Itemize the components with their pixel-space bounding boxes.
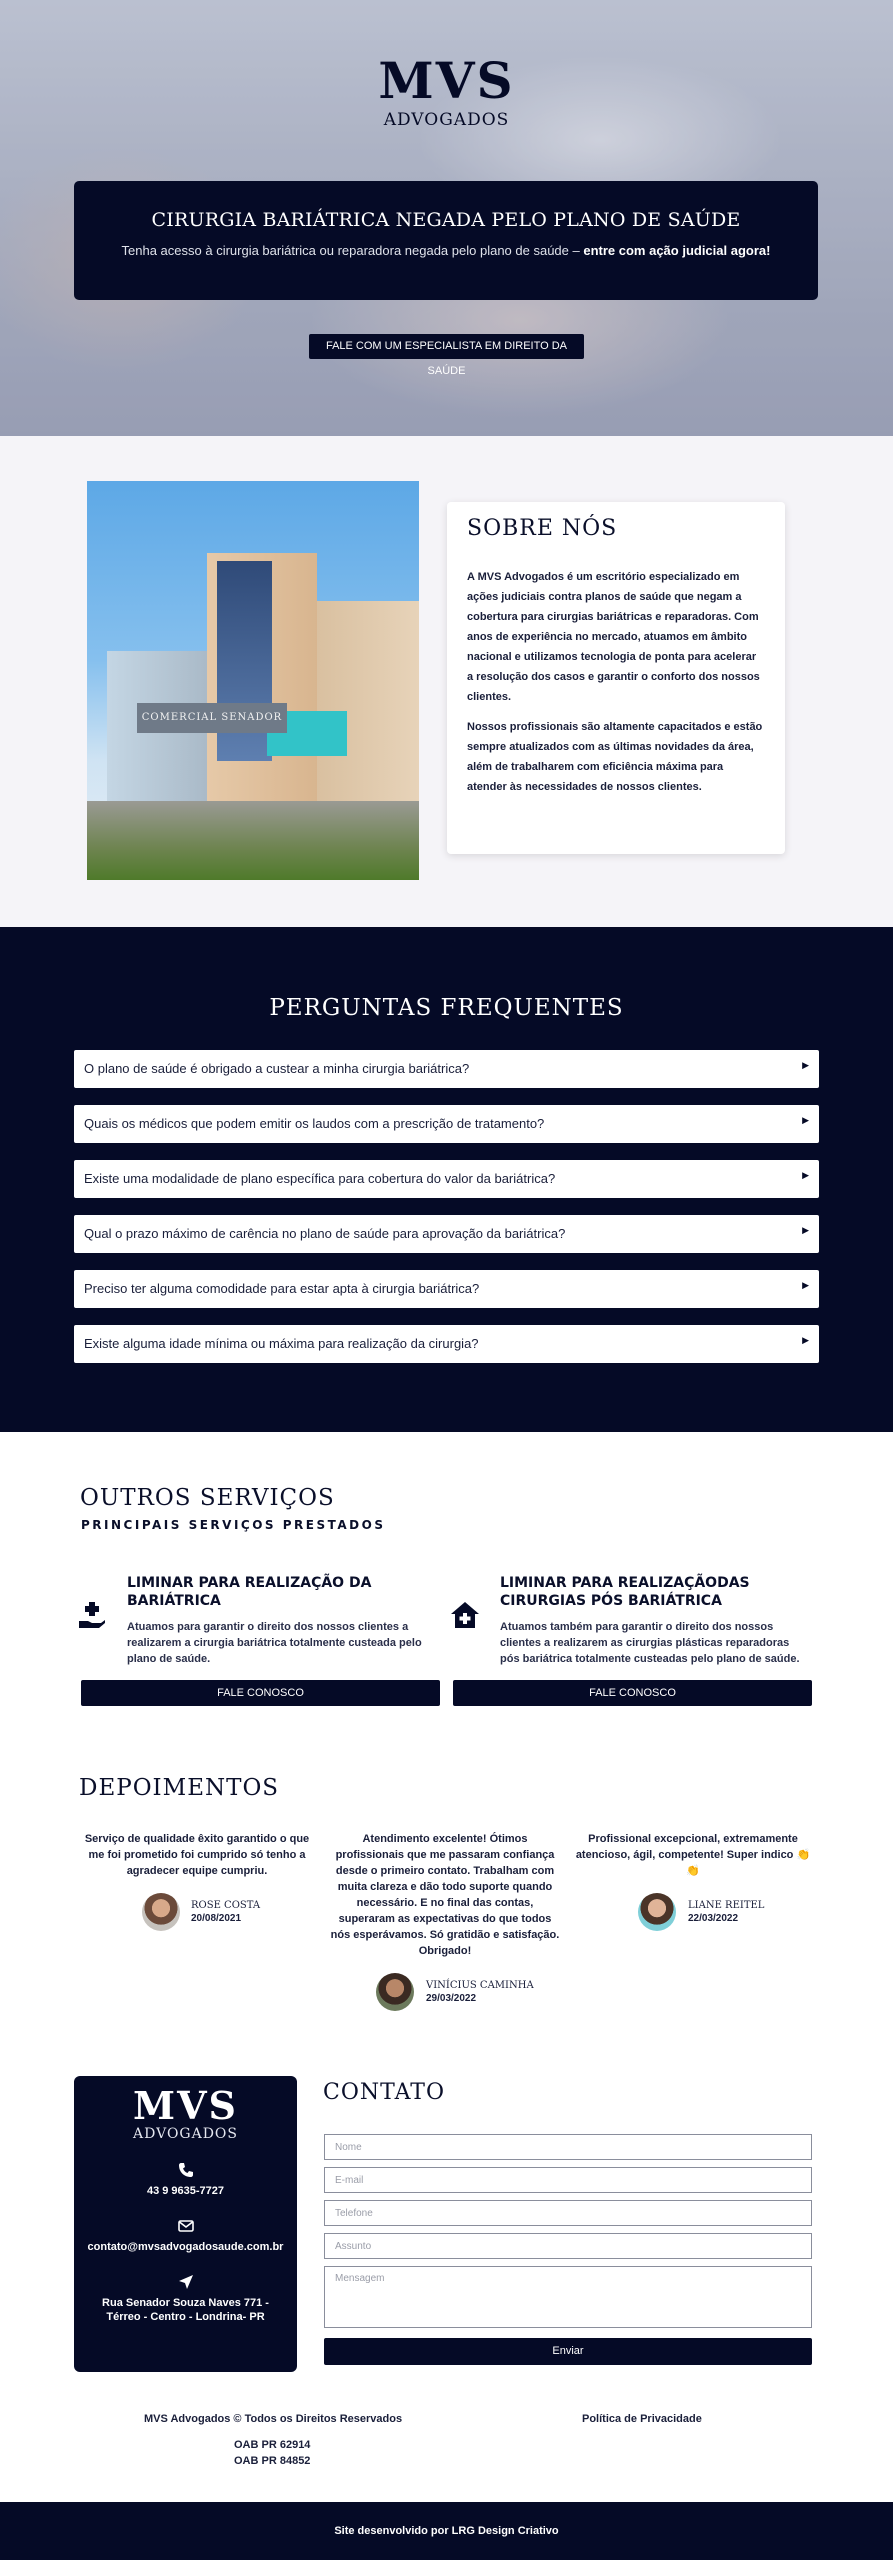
oab-number: OAB PR 84852 [234, 2455, 311, 2467]
office-building-photo [87, 481, 419, 880]
caret-right-icon: ▶ [802, 1115, 809, 1125]
oab-number: OAB PR 62914 [234, 2439, 311, 2451]
testimonials-title: DEPOIMENTOS [79, 1775, 280, 1801]
testimonial-date: 22/03/2022 [688, 1913, 739, 1924]
faq-title: PERGUNTAS FREQUENTES [269, 995, 624, 1021]
envelope-icon [178, 2218, 194, 2234]
credit-link[interactable]: Site desenvolvido por LRG Design Criativo [334, 2525, 559, 2537]
copyright: MVS Advogados © Todos os Direitos Reservados [144, 2413, 403, 2425]
phone-number: 43 9 9635-7727 [146, 2185, 225, 2197]
hero-subtitle-text: Tenha acesso à cirurgia bariátrica ou reparadora negada pelo plano de saúde – [121, 243, 584, 258]
faq-question: Existe uma modalidade de plano específica para cobertura do valor da bariátrica? [84, 1171, 556, 1186]
contact-info-card [74, 2076, 297, 2372]
hero-subtitle-emphasis: entre com ação judicial agora! [583, 243, 771, 258]
about-card [447, 502, 785, 854]
faq-item[interactable] [74, 1160, 819, 1198]
faq-item[interactable] [74, 1215, 819, 1253]
faq-question: O plano de saúde é obrigado a custear a minha cirurgia bariátrica? [84, 1061, 470, 1076]
location-arrow-icon [178, 2274, 194, 2290]
faq-question: Qual o prazo máximo de carência no plano de saúde para aprovação da bariátrica? [84, 1226, 566, 1241]
address: Rua Senador Souza Naves 771 - Térreo - Centro - Londrina- PR [102, 2297, 269, 2323]
caret-right-icon: ▶ [802, 1335, 809, 1345]
testimonial-text: Atendimento excelente! Ótimos profissionais que me passaram confiança desde o primeiro contato. Trabalham com muita clareza e dão todo suporte quando necessário. E no final das contas, superaram as expectativas do que todos nós esperávamos. Só gratidão e satisfação. Obrigado! [330, 1833, 560, 1957]
service-description: Atuamos para garantir o direito dos nossos clientes a realizarem a cirurgia bariátrica totalmente custeada pelo plano de saúde. [127, 1621, 422, 1665]
services-subtitle: PRINCIPAIS SERVIÇOS PRESTADOS [81, 1518, 386, 1532]
message-field[interactable] [324, 2266, 812, 2328]
testimonial-text: Profissional excepcional, extremamente atencioso, ágil, competente! Super indico 👏👏 [575, 1833, 811, 1877]
phone-field[interactable] [324, 2200, 812, 2226]
about-paragraph-2: Nossos profissionais são altamente capacitados e estão sempre atualizados com as últimas novidades da área, além de trabalharem com eficiência máxima para atender às necessidades de nossos clientes. [467, 721, 763, 793]
caret-right-icon: ▶ [802, 1225, 809, 1235]
hero-subtitle [74, 243, 818, 258]
privacy-policy-link[interactable]: Política de Privacidade [582, 2413, 702, 2425]
testimonial-text: Serviço de qualidade êxito garantido o que me foi prometido foi cumprido só tenho a agradecer equipe cumpriu. [84, 1833, 310, 1877]
service-description: Atuamos também para garantir o direito dos nossos clientes a realizarem as cirurgias plásticas reparadoras pós bariátrica totalmente custeadas pelo plano de saúde. [500, 1621, 800, 1665]
services-title: OUTROS SERVIÇOS [80, 1485, 335, 1511]
testimonial-author: VINÍCIUS CAMINHA [426, 1980, 534, 1991]
email-block[interactable] [74, 2218, 297, 2254]
credit-bar [0, 2502, 893, 2560]
service-title [500, 1574, 750, 1610]
service-title-line: BARIÁTRICA [127, 1593, 221, 1609]
phone-block[interactable] [74, 2162, 297, 2198]
name-field[interactable] [324, 2134, 812, 2160]
email-field[interactable] [324, 2167, 812, 2193]
faq-item[interactable] [74, 1050, 819, 1088]
faq-question: Quais os médicos que podem emitir os laudos com a prescrição de tratamento? [84, 1116, 545, 1131]
caret-right-icon: ▶ [802, 1170, 809, 1180]
avatar [142, 1893, 180, 1931]
contact-us-button[interactable]: FALE CONOSCO [453, 1680, 812, 1706]
avatar [638, 1893, 676, 1931]
card-logo-subtitle: ADVOGADOS [132, 2126, 239, 2142]
caret-right-icon: ▶ [802, 1060, 809, 1070]
logo[interactable] [0, 51, 893, 130]
faq-item[interactable] [74, 1270, 819, 1308]
hand-medical-icon [78, 1600, 108, 1630]
house-medical-icon [450, 1600, 480, 1630]
caret-right-icon: ▶ [802, 1280, 809, 1290]
avatar [376, 1973, 414, 2011]
logo-subtitle: ADVOGADOS [383, 110, 510, 130]
faq-question: Preciso ter alguma comodidade para estar apta à cirurgia bariátrica? [84, 1281, 480, 1296]
faq-item[interactable] [74, 1105, 819, 1143]
testimonial-author: LIANE REITEL [688, 1900, 765, 1911]
contact-us-button[interactable]: FALE CONOSCO [81, 1680, 440, 1706]
testimonial-date: 20/08/2021 [191, 1913, 242, 1924]
service-title [127, 1574, 371, 1610]
hero-title: CIRURGIA BARIÁTRICA NEGADA PELO PLANO DE SAÚDE [151, 209, 741, 231]
phone-icon [178, 2162, 194, 2178]
specialist-cta-button[interactable]: FALE COM UM ESPECIALISTA EM DIREITO DA SAÚDE [309, 334, 584, 359]
photo-ground [87, 801, 419, 880]
logo-mvs: MVS [378, 51, 515, 110]
hero-section [0, 0, 893, 436]
photo-building-sign: COMERCIAL SENADOR [137, 703, 287, 733]
contact-title: CONTATO [323, 2080, 445, 2105]
service-title-line: LIMINAR PARA REALIZAÇÃODAS [500, 1575, 750, 1591]
hero-banner [74, 181, 818, 300]
address-block[interactable] [74, 2274, 297, 2324]
subject-field[interactable] [324, 2233, 812, 2259]
about-section [0, 436, 893, 927]
testimonial-author: ROSE COSTA [191, 1900, 261, 1911]
about-title: SOBRE NÓS [467, 516, 618, 541]
faq-question: Existe alguma idade mínima ou máxima para realização da cirurgia? [84, 1336, 479, 1351]
faq-section [0, 927, 893, 1432]
send-button[interactable]: Enviar [324, 2338, 812, 2365]
email-address: contato@mvsadvogadosaude.com.br [87, 2241, 284, 2253]
about-paragraph-1: A MVS Advogados é um escritório especializado em ações judiciais contra planos de saúde que negam a cobertura para cirurgias bariátricas e reparadoras. Com anos de experiência no mercado, atuamos em âmbito nacional e utilizamos tecnologia de ponta para acelerar a resolução dos casos e garantir o conforto dos nossos clientes. [467, 571, 760, 703]
card-logo-mvs: MVS [133, 2083, 238, 2128]
service-title-line: LIMINAR PARA REALIZAÇÃO DA [127, 1575, 372, 1591]
service-title-line: CIRURGIAS PÓS BARIÁTRICA [500, 1593, 722, 1609]
faq-item[interactable] [74, 1325, 819, 1363]
testimonial-date: 29/03/2022 [426, 1993, 477, 2004]
